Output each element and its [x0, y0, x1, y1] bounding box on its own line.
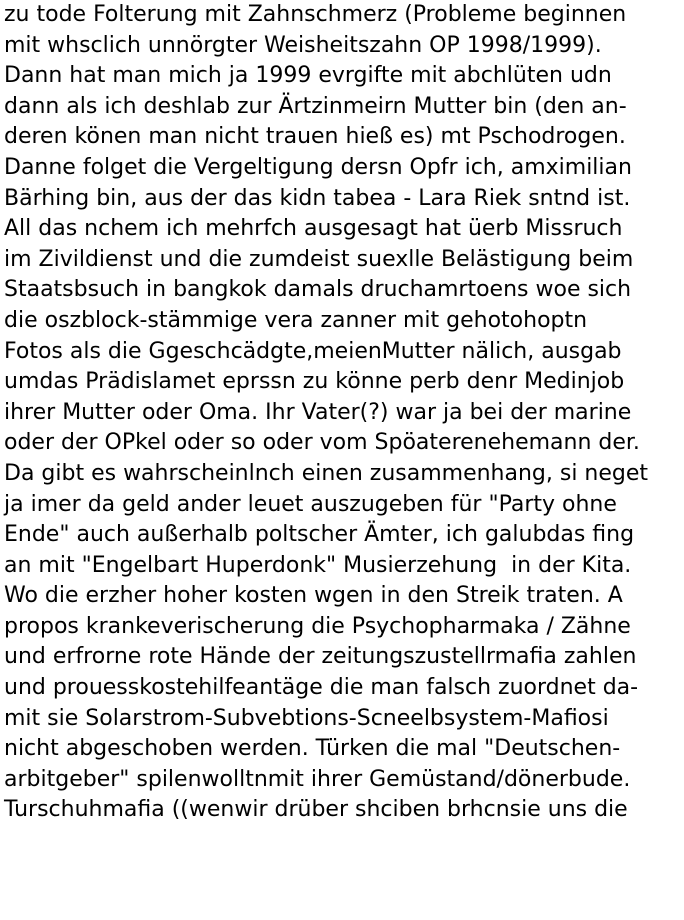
text-line: ja imer da geld ander leuet auszugeben für "Party ohne: [4, 491, 617, 517]
text-line: umdas Prädislamet eprssn zu könne perb denr Medinjob: [4, 369, 625, 395]
text-line: oder der OPkel oder so oder vom Spöaterenehemann der.: [4, 430, 640, 456]
text-line: und prouesskostehilfeantäge die man falsch zuordnet da-: [4, 675, 639, 701]
document-body-text: [4, 0, 684, 826]
text-line: im Zivildienst und die zumdeist suexlle Belästigung beim: [4, 246, 634, 272]
text-line: zu tode Folterung mit Zahnschmerz (Probleme beginnen: [4, 2, 627, 27]
text-line: Staatsbsuch in bangkok damals druchamrtoens woe sich: [4, 277, 632, 303]
text-line: deren könen man nicht trauen hieß es) mt Pschodrogen.: [4, 124, 626, 150]
text-line: die oszblock-stämmige vera zanner mit gehotohoptn: [4, 307, 588, 333]
text-line: nicht abgeschoben werden. Türken die mal "Deutschen-: [4, 736, 621, 762]
text-line: Ende" auch außerhalb poltscher Ämter, ich galubdas fing: [4, 522, 635, 548]
text-line: propos krankeverischerung die Psychopharmaka / Zähne: [4, 613, 631, 639]
text-line: Dann hat man mich ja 1999 evrgifte mit abchlüten udn: [4, 63, 612, 89]
text-line: Da gibt es wahrscheinlnch einen zusammenhang, si neget: [4, 460, 649, 486]
text-line: mit sie Solarstrom-Subvebtions-Scneelbsystem-Mafiosi: [4, 705, 609, 731]
text-line: Turschuhmafia ((wenwir drüber shciben brhcnsie uns die: [4, 797, 628, 823]
text-line: Fotos als die Ggeschcädgte,meienMutter nälich, ausgab: [4, 338, 622, 364]
text-line: mit whsclich unnörgter Weisheitszahn OP 1998/1999).: [4, 32, 602, 58]
text-line: arbitgeber" spilenwolltnmit ihrer Gemüstand/dönerbude.: [4, 766, 631, 792]
text-line: und erfrorne rote Hände der zeitungszustellrmafia zahlen: [4, 644, 637, 670]
text-line: Bärhing bin, aus der das kidn tabea - Lara Riek sntnd ist.: [4, 185, 631, 211]
text-line: dann als ich deshlab zur Ärtzinmeirn Mutter bin (den an-: [4, 93, 627, 119]
text-line: an mit "Engelbart Huperdonk" Musierzehung in der Kita.: [4, 552, 632, 578]
text-line: ihrer Mutter oder Oma. Ihr Vater(?) war ja bei der marine: [4, 399, 632, 425]
text-line: Wo die erzher hoher kosten wgen in den Streik traten. A: [4, 583, 623, 609]
text-line: Danne folget die Vergeltigung dersn Opfr ich, amximilian: [4, 154, 632, 180]
text-line: All das nchem ich mehrfch ausgesagt hat üerb Missruch: [4, 216, 623, 242]
